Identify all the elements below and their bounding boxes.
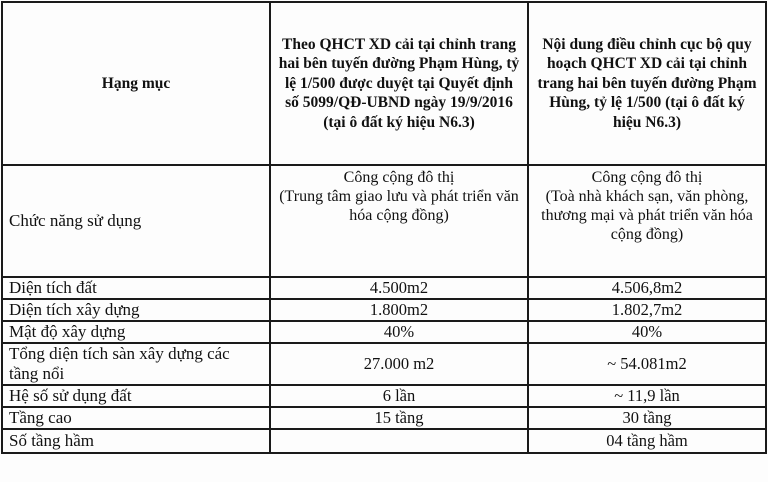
cell-new-value: 1.802,7m2 xyxy=(528,299,766,321)
new-function-detail: (Toà nhà khách sạn, văn phòng, thương mại và phát triển văn hóa cộng đồng) xyxy=(541,188,753,243)
row-label: Diện tích xây dựng xyxy=(2,299,270,321)
cell-old-value: 4.500m2 xyxy=(270,277,528,299)
cell-old-value: 15 tầng xyxy=(270,407,528,429)
row-label: Mật độ xây dựng xyxy=(2,321,270,343)
row-label: Diện tích đất xyxy=(2,277,270,299)
header-adjusted-plan: Nội dung điều chỉnh cục bộ quy hoạch QHCT XD cải tại chỉnh trang hai bên tuyến đường Phạm Hùng, tỷ lệ 1/500 (tại ô đất ký hiệu N6.3) xyxy=(528,2,766,165)
cell-new-value: 4.506,8m2 xyxy=(528,277,766,299)
row-label: Số tầng hầm xyxy=(2,429,270,453)
table-header-row xyxy=(2,2,766,165)
header-category: Hạng mục xyxy=(2,2,270,165)
old-function-detail: (Trung tâm giao lưu và phát triển văn hóa cộng đồng) xyxy=(279,188,519,224)
table-row xyxy=(2,385,766,407)
cell-new-value: 40% xyxy=(528,321,766,343)
cell-old-function xyxy=(270,165,528,277)
row-label: Tổng diện tích sàn xây dựng các tầng nổi xyxy=(2,343,270,385)
table-row xyxy=(2,429,766,453)
cell-old-value xyxy=(270,429,528,453)
row-label: Tầng cao xyxy=(2,407,270,429)
old-function-title: Công cộng đô thị xyxy=(343,169,455,186)
cell-old-value: 40% xyxy=(270,321,528,343)
cell-old-value: 27.000 m2 xyxy=(270,343,528,385)
row-label: Chức năng sử dụng xyxy=(2,165,270,277)
cell-old-value: 6 lần xyxy=(270,385,528,407)
cell-new-value: 30 tầng xyxy=(528,407,766,429)
table-row xyxy=(2,277,766,299)
cell-new-value: ~ 54.081m2 xyxy=(528,343,766,385)
cell-new-function xyxy=(528,165,766,277)
table-row xyxy=(2,343,766,385)
planning-comparison-table xyxy=(1,1,767,454)
cell-new-value: 04 tầng hầm xyxy=(528,429,766,453)
table-row xyxy=(2,165,766,277)
table-row xyxy=(2,407,766,429)
header-approved-plan: Theo QHCT XD cải tại chỉnh trang hai bên tuyến đường Phạm Hùng, tỷ lệ 1/500 được duyệt tại Quyết định số 5099/QĐ-UBND ngày 19/9/2016 (tại ô đất ký hiệu N6.3) xyxy=(270,2,528,165)
table-row xyxy=(2,321,766,343)
cell-old-value: 1.800m2 xyxy=(270,299,528,321)
row-label: Hệ số sử dụng đất xyxy=(2,385,270,407)
new-function-title: Công cộng đô thị xyxy=(591,169,703,186)
cell-new-value: ~ 11,9 lần xyxy=(528,385,766,407)
table-row xyxy=(2,299,766,321)
